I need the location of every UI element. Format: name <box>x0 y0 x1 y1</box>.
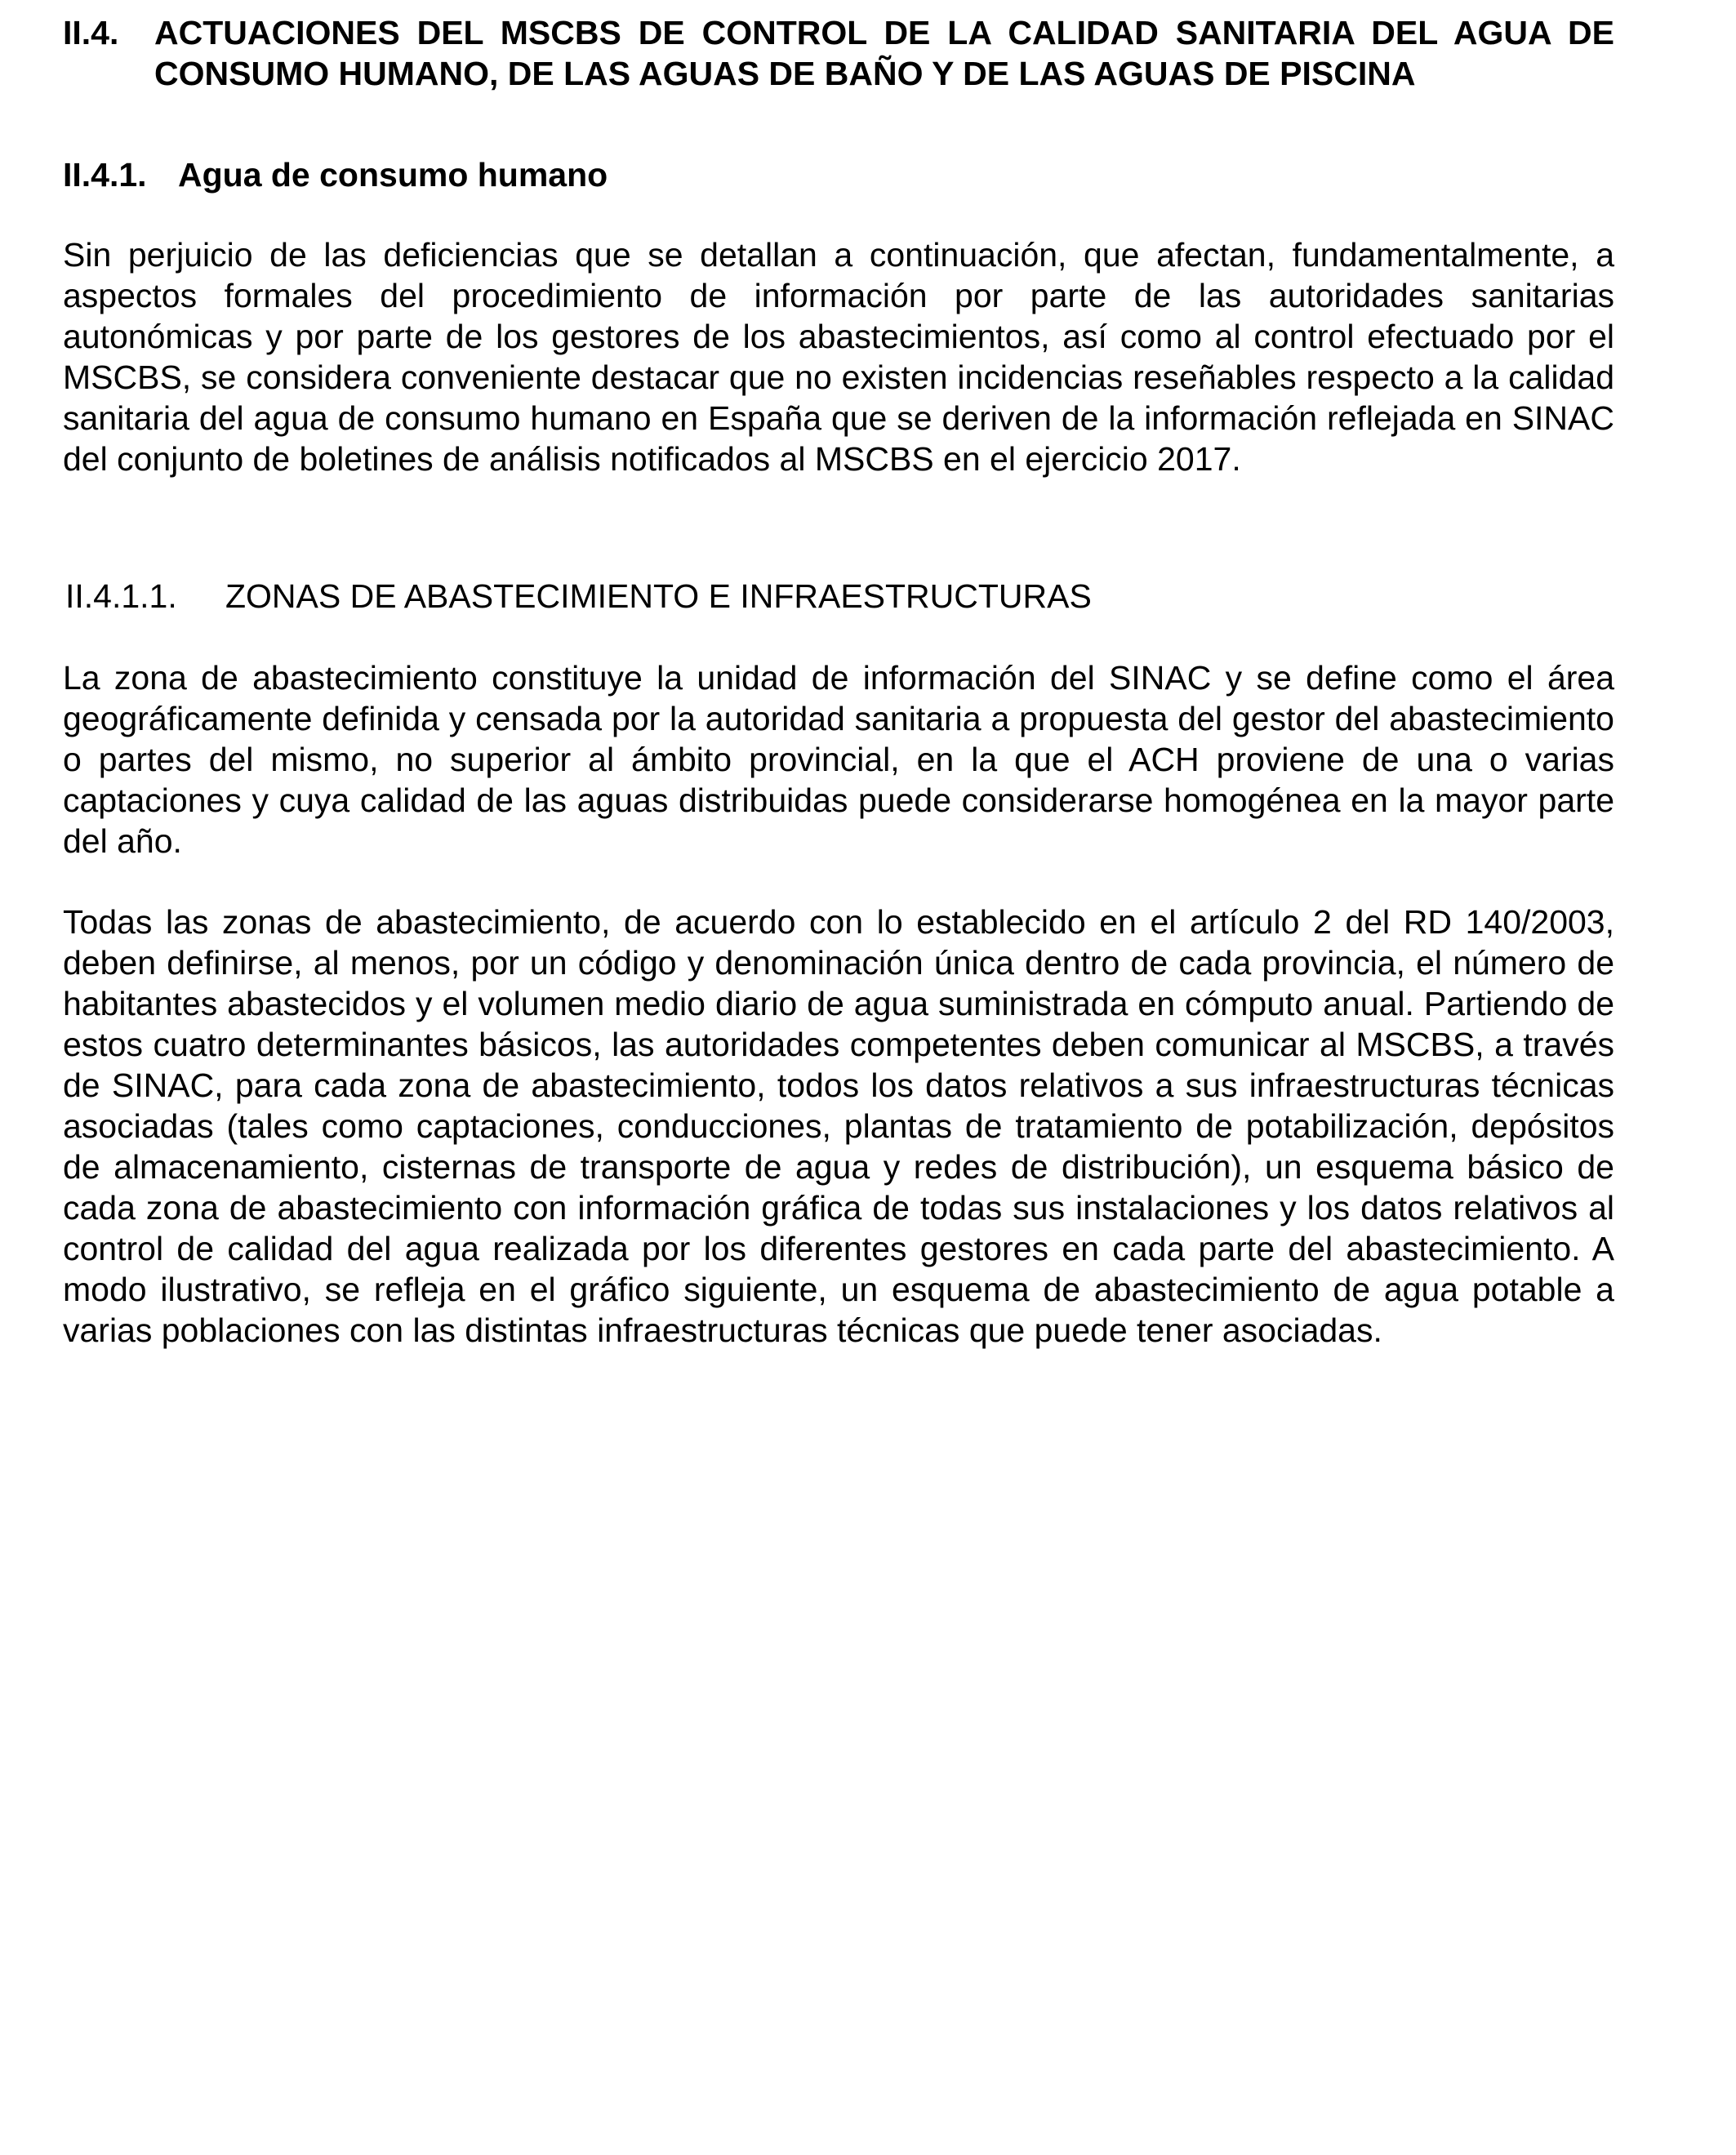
paragraph-zona-definition: La zona de abastecimiento constituye la unidad de información del SINAC y se define como el área geográficamente definida y censada por la autoridad sanitaria a propuesta del gestor del abastecimiento o partes del mismo, no superior al ámbito provincial, en la que el ACH proviene de una o varias captaciones y cuya calidad de las aguas distribuidas puede considerarse homogénea en la mayor parte del año. <box>63 659 1614 860</box>
main-heading-title: ACTUACIONES DEL MSCBS DE CONTROL DE LA CALIDAD SANITARIA DEL AGUA DE CONSUMO HUMANO, DE LAS AGUAS DE BAÑO Y DE LAS AGUAS DE PISCINA <box>154 14 1614 92</box>
section-heading-title: Agua de consumo humano <box>178 156 608 194</box>
main-heading-number: II.4. <box>63 14 119 51</box>
section-heading-number: II.4.1. <box>63 156 147 194</box>
paragraph-zona-requirements: Todas las zonas de abastecimiento, de acuerdo con lo establecido en el artículo 2 del RD 140/2003, deben definirse, al menos, por un código y denominación única dentro de cada provincia, el número de habitantes abastecidos y el volumen medio diario de agua suministrada en cómputo anual. Partiendo de estos cuatro determinantes básicos, las autoridades competentes deben comunicar al MSCBS, a través de SINAC, para cada zona de abastecimiento, todos los datos relativos a sus infraestructuras técnicas asociadas (tales como captaciones, conducciones, plantas de tratamiento de potabilización, depósitos de almacenamiento, cisternas de transporte de agua y redes de distribución), un esquema básico de cada zona de abastecimiento con información gráfica de todas sus instalaciones y los datos relativos al control de calidad del agua realizada por los diferentes gestores en cada parte del abastecimiento. A modo ilustrativo, se refleja en el gráfico siguiente, un esquema de abastecimiento de agua potable a varias poblaciones con las distintas infraestructuras técnicas que puede tener asociadas. <box>63 903 1614 1349</box>
subsection-heading-number: II.4.1.1. <box>65 577 177 615</box>
paragraph-intro: Sin perjuicio de las deficiencias que se detallan a continuación, que afectan, fundamentalmente, a aspectos formales del procedimiento de información por parte de las autoridades sanitarias autonómicas y por parte de los gestores de los abastecimientos, así como al control efectuado por el MSCBS, se considera conveniente destacar que no existen incidencias reseñables respecto a la calidad sanitaria del agua de consumo humano en España que se deriven de la información reflejada en SINAC del conjunto de boletines de análisis notificados al MSCBS en el ejercicio 2017. <box>63 236 1614 478</box>
main-heading <box>63 12 1614 94</box>
section-heading <box>63 154 1614 195</box>
subsection-heading <box>65 576 1617 617</box>
subsection-heading-title: ZONAS DE ABASTECIMIENTO E INFRAESTRUCTURAS <box>225 577 1092 615</box>
